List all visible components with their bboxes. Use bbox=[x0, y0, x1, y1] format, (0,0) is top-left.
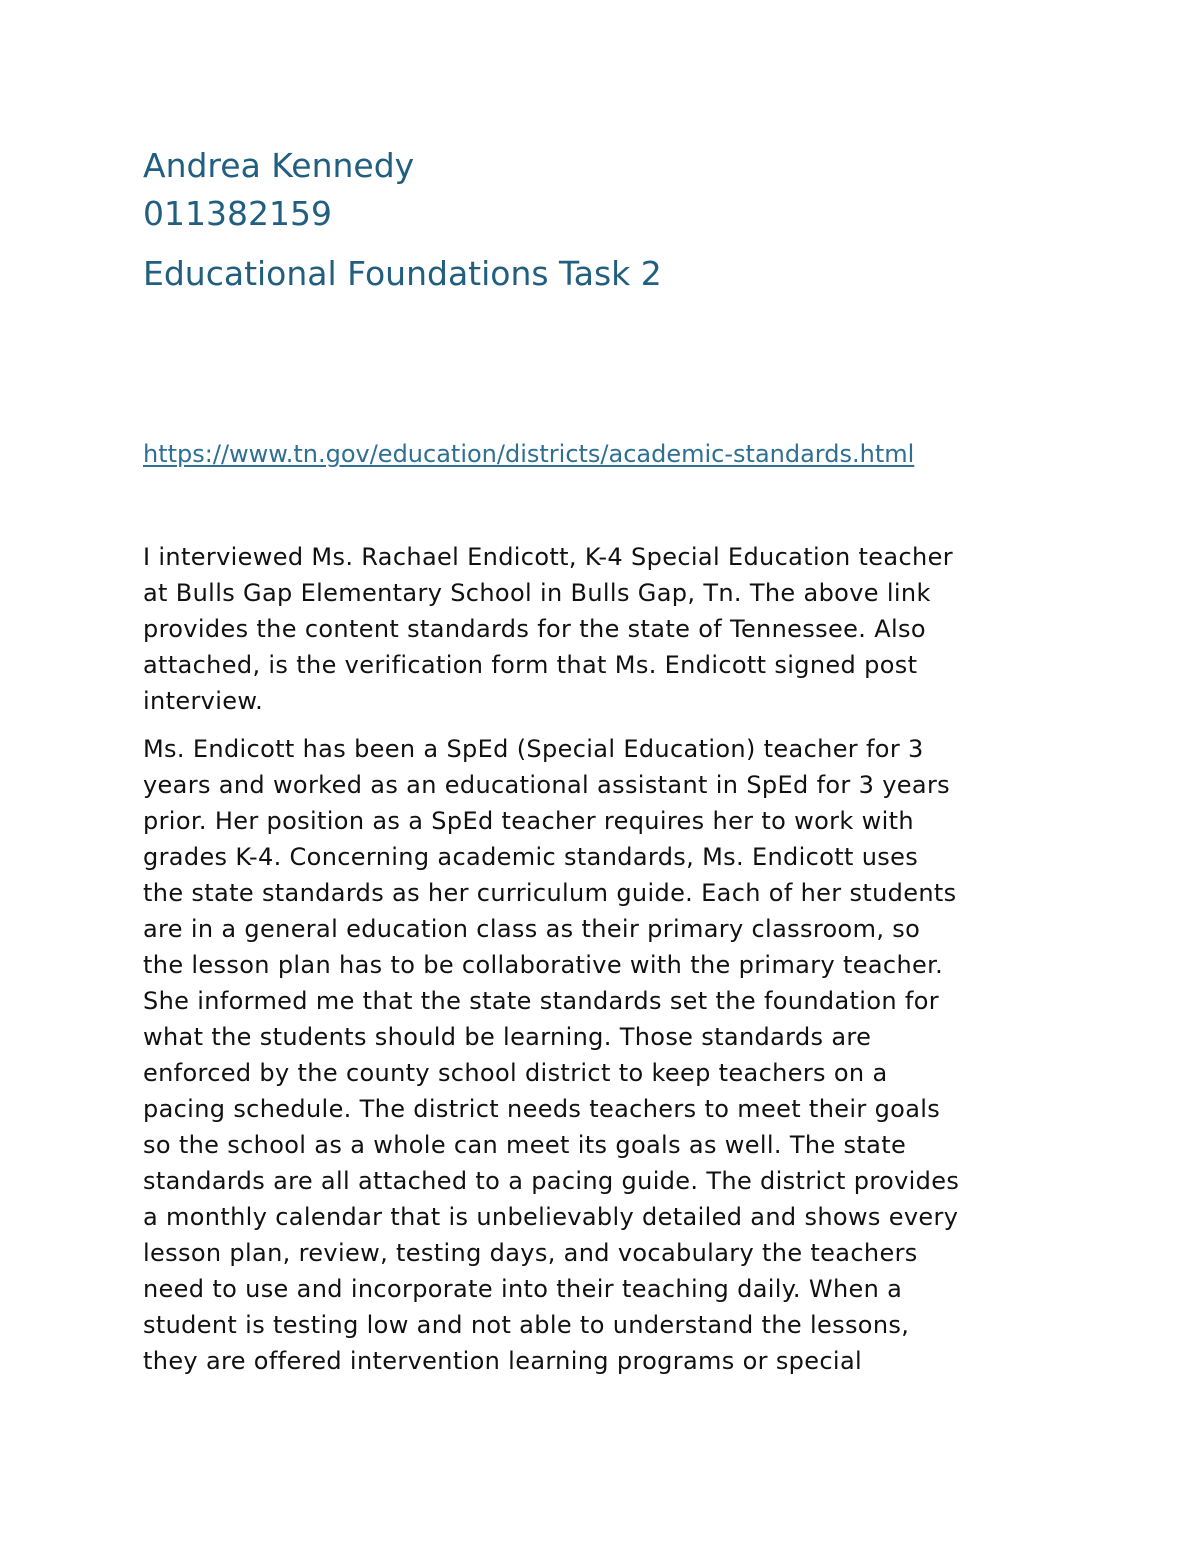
text-line: Ms. Endicott has been a SpEd (Special Education) teacher for 3 bbox=[143, 735, 924, 763]
text-line: grades K-4. Concerning academic standards, Ms. Endicott uses bbox=[143, 843, 919, 871]
author-name: Andrea Kennedy bbox=[143, 146, 415, 185]
text-line: the state standards as her curriculum guide. Each of her students bbox=[143, 879, 957, 907]
text-line: interview. bbox=[143, 687, 264, 715]
text-line: She informed me that the state standards set the foundation for bbox=[143, 987, 939, 1015]
text-line: provides the content standards for the state of Tennessee. Also bbox=[143, 615, 926, 643]
text-line: years and worked as an educational assistant in SpEd for 3 years bbox=[143, 771, 951, 799]
academic-standards-link[interactable]: https://www.tn.gov/education/districts/academic-standards.html bbox=[143, 440, 915, 468]
text-line: attached, is the verification form that Ms. Endicott signed post bbox=[143, 651, 918, 679]
paragraph-spacing bbox=[143, 719, 1063, 731]
text-line: I interviewed Ms. Rachael Endicott, K-4 Special Education teacher bbox=[143, 543, 953, 571]
text-line: are in a general education class as their primary classroom, so bbox=[143, 915, 921, 943]
text-line: enforced by the county school district to keep teachers on a bbox=[143, 1059, 888, 1087]
text-line: need to use and incorporate into their teaching daily. When a bbox=[143, 1275, 903, 1303]
document-title: Educational Foundations Task 2 bbox=[143, 254, 662, 293]
paragraph-teacher-background bbox=[143, 731, 1063, 1379]
document-header bbox=[143, 142, 1093, 298]
text-line: a monthly calendar that is unbelievably detailed and shows every bbox=[143, 1203, 959, 1231]
text-line: prior. Her position as a SpEd teacher requires her to work with bbox=[143, 807, 914, 835]
text-line: lesson plan, review, testing days, and vocabulary the teachers bbox=[143, 1239, 918, 1267]
text-line: at Bulls Gap Elementary School in Bulls Gap, Tn. The above link bbox=[143, 579, 931, 607]
text-line: pacing schedule. The district needs teachers to meet their goals bbox=[143, 1095, 941, 1123]
text-line: so the school as a whole can meet its goals as well. The state bbox=[143, 1131, 907, 1159]
text-line: they are offered intervention learning programs or special bbox=[143, 1347, 863, 1375]
student-id: 011382159 bbox=[143, 194, 332, 233]
text-line: standards are all attached to a pacing guide. The district provides bbox=[143, 1167, 960, 1195]
text-line: student is testing low and not able to understand the lessons, bbox=[143, 1311, 910, 1339]
paragraph-interview-intro bbox=[143, 539, 1063, 719]
document-body bbox=[143, 539, 1063, 1379]
text-line: the lesson plan has to be collaborative with the primary teacher. bbox=[143, 951, 944, 979]
text-line: what the students should be learning. Those standards are bbox=[143, 1023, 872, 1051]
